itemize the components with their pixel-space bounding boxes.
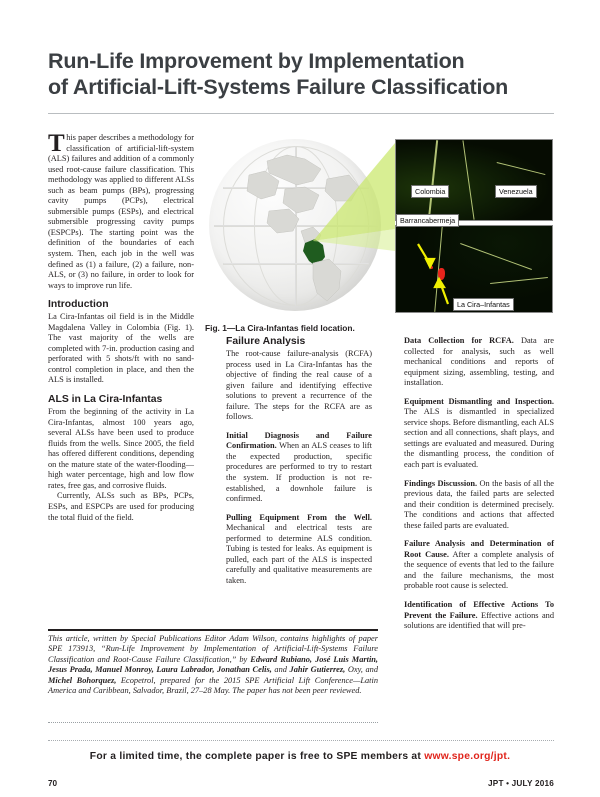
- citation-text-4: Ecopetrol, prepared for the 2015 SPE Artificial Lift Conference—Latin America and Caribbean, Salvador, Brazil, 27–28 May. The paper has not been peer reviewed.: [48, 675, 378, 696]
- runin-data-collection: Data Collection for RCFA.: [404, 336, 514, 345]
- citation-block: [48, 634, 378, 696]
- initial-diagnosis-paragraph: [226, 431, 372, 505]
- page-title: [48, 48, 556, 100]
- citation-authors-2: Jahir Gutierrez,: [289, 665, 346, 675]
- data-collection-paragraph: [404, 336, 554, 389]
- root-cause-text: After a complete analysis of the sequence of events that led to the failure and the failure mechanisms, the most probable root cause is selected.: [404, 549, 554, 591]
- globe-graphic: [209, 139, 381, 311]
- runin-initial-diagnosis: Initial Diagnosis and Failure Confirmation.: [226, 430, 372, 451]
- globe-continents: [209, 139, 381, 311]
- map-label-colombia: Colombia: [411, 185, 449, 198]
- runin-findings-discussion: Findings Discussion.: [404, 478, 478, 488]
- figure-1: [205, 133, 555, 333]
- promo-url-link[interactable]: www.spe.org/jpt.: [424, 751, 511, 762]
- map-label-la-cira-infantas: La Cira–Infantas: [453, 298, 514, 311]
- citation-text-1: This article, written by Special Publications Editor Adam Wilson, contains highlights of paper SPE 173913, “Run-Life Improvement by Implementation of Artificial-Lift-Systems Failure Classification and Root-Cause Failure Classification,” by: [48, 634, 378, 664]
- footer-divider: [48, 740, 554, 741]
- runin-equipment-dismantling: Equipment Dismantling and Inspection.: [404, 396, 554, 406]
- issue-label: JPT • JULY 2016: [488, 779, 554, 788]
- figure-1-caption: Fig. 1—La Cira-Infantas field location.: [205, 323, 355, 333]
- page-title-line-1: Run-Life Improvement by Implementation: [48, 49, 465, 73]
- runin-pulling-equipment: Pulling Equipment From the Well.: [226, 512, 372, 522]
- satellite-image-top: [395, 139, 553, 221]
- lead-paragraph: [48, 130, 194, 291]
- map-label-venezuela: Venezuela: [495, 185, 537, 198]
- citation-rule-bottom: [48, 722, 378, 723]
- title-divider: [48, 113, 554, 114]
- effective-actions-paragraph: [404, 600, 554, 632]
- findings-discussion-text: On the basis of all the previous data, the failed parts are selected and their condition is determined precisely. The conditions and actions that affected these failed parts are evaluated.: [404, 478, 554, 530]
- equipment-dismantling-paragraph: [404, 397, 554, 471]
- column-right: [404, 336, 554, 632]
- data-collection-text: Data are collected for analysis, such as well mechanical conditions and reports of equipment sizing, assembling, testing, and installation.: [404, 336, 554, 388]
- runin-root-cause: Failure Analysis and Determination of Root Cause.: [404, 539, 554, 559]
- pulling-equipment-text: Mechanical and electrical tests are performed to determine ALS condition. Tubing is tested for leaks. As equipment is pulled, each part of the ALS is inspected carefully and qualitative measurements are taken.: [226, 523, 372, 585]
- figure-1-image: [205, 133, 555, 319]
- drop-cap: T: [48, 130, 65, 157]
- als-paragraph-1: From the beginning of the activity in La Cira-Infantas, almost 100 years ago, several ALSs have been used to produce fluids from the wells. Since 2005, the field has offered different conditions, depending on the mature state of the water-flooding—high water percentage, high and low flow rates, free gas, and corrosive fluids.: [48, 407, 194, 490]
- column-left: [48, 130, 194, 523]
- equipment-dismantling-text: The ALS is dismantled in specialized service shops. Before dismantling, each ALS section and all connections, shaft plays, and settings are evaluated and measured. During the dismantling process, the condition of each part is evaluated.: [404, 407, 554, 470]
- map-label-barrancabermeja: Barrancabermeja: [396, 214, 459, 227]
- promo-line: [0, 751, 600, 762]
- lead-paragraph-text: his paper describes a methodology for classification of artificial-lift-system (ALS) failures and addition of a commonly used root-cause failure classification. This methodology was applied to different ALSs such as beam pumps (BPs), progressing cavity pumps (PCPs), electrical submersible pumps (ESPs), and electrical submersible progressing cavity pumps (ESPCPs). The starting point was the definition of the boundaries of each system. Then, each job in the well was defined as (1) a failure, (2) a failure, non-ALS, or (3) no failure, in order to look for ways to improve run life.: [48, 133, 194, 290]
- page-title-line-2: of Artificial-Lift-Systems Failure Classification: [48, 75, 509, 99]
- citation-text-3: Oxy, and: [345, 665, 379, 675]
- effective-actions-text: Effective actions and solutions are identified that will pre-: [404, 610, 554, 631]
- pulling-equipment-paragraph: [226, 513, 372, 587]
- citation-authors-3: Michel Bohorquez,: [48, 675, 117, 685]
- citation-text-2: and: [271, 665, 290, 675]
- root-cause-paragraph: [404, 539, 554, 592]
- citation-rule-top: [48, 629, 378, 631]
- page-number: 70: [48, 779, 58, 788]
- heading-introduction: Introduction: [48, 299, 109, 311]
- heading-failure-analysis: Failure Analysis: [226, 336, 306, 347]
- als-paragraph-2: Currently, ALSs such as BPs, PCPs, ESPs, and ESPCPs are used for producing the total fluid of the field.: [48, 491, 194, 522]
- intro-paragraph: La Cira-Infantas oil field is in the Middle Magdalena Valley in Colombia (Fig. 1). The vast majority of the wells are completed with 7-in. production casing and perforated with 5 shots/ft with no sand-control completion in place, and then the ALS is installed.: [48, 312, 194, 385]
- runin-effective-actions: Identification of Effective Actions To Prevent the Failure.: [404, 600, 554, 620]
- column-middle: [226, 336, 372, 586]
- heading-als-in-la-cira-infantas: ALS in La Cira-Infantas: [48, 394, 163, 406]
- findings-discussion-paragraph: [404, 479, 554, 532]
- initial-diagnosis-text: When an ALS ceases to lift the expected production, specific procedures are performed to try to restart the system. If production is not re-established, a downhole failure is confirmed.: [226, 441, 372, 504]
- failure-analysis-paragraph: The root-cause failure-analysis (RCFA) process used in La Cira-Infantas has the objective of finding the real cause of a given failure and identifying effective solutions to prevent a recurrence of the failure. The steps for the RCFA are as follows.: [226, 349, 372, 422]
- promo-text: For a limited time, the complete paper is free to SPE members at: [89, 751, 425, 762]
- citation-authors-1: Edward Rubiano, José Luis Martin, Jesus Prada, Manuel Monroy, Laura Labrador, Jonathan Celis,: [48, 654, 378, 675]
